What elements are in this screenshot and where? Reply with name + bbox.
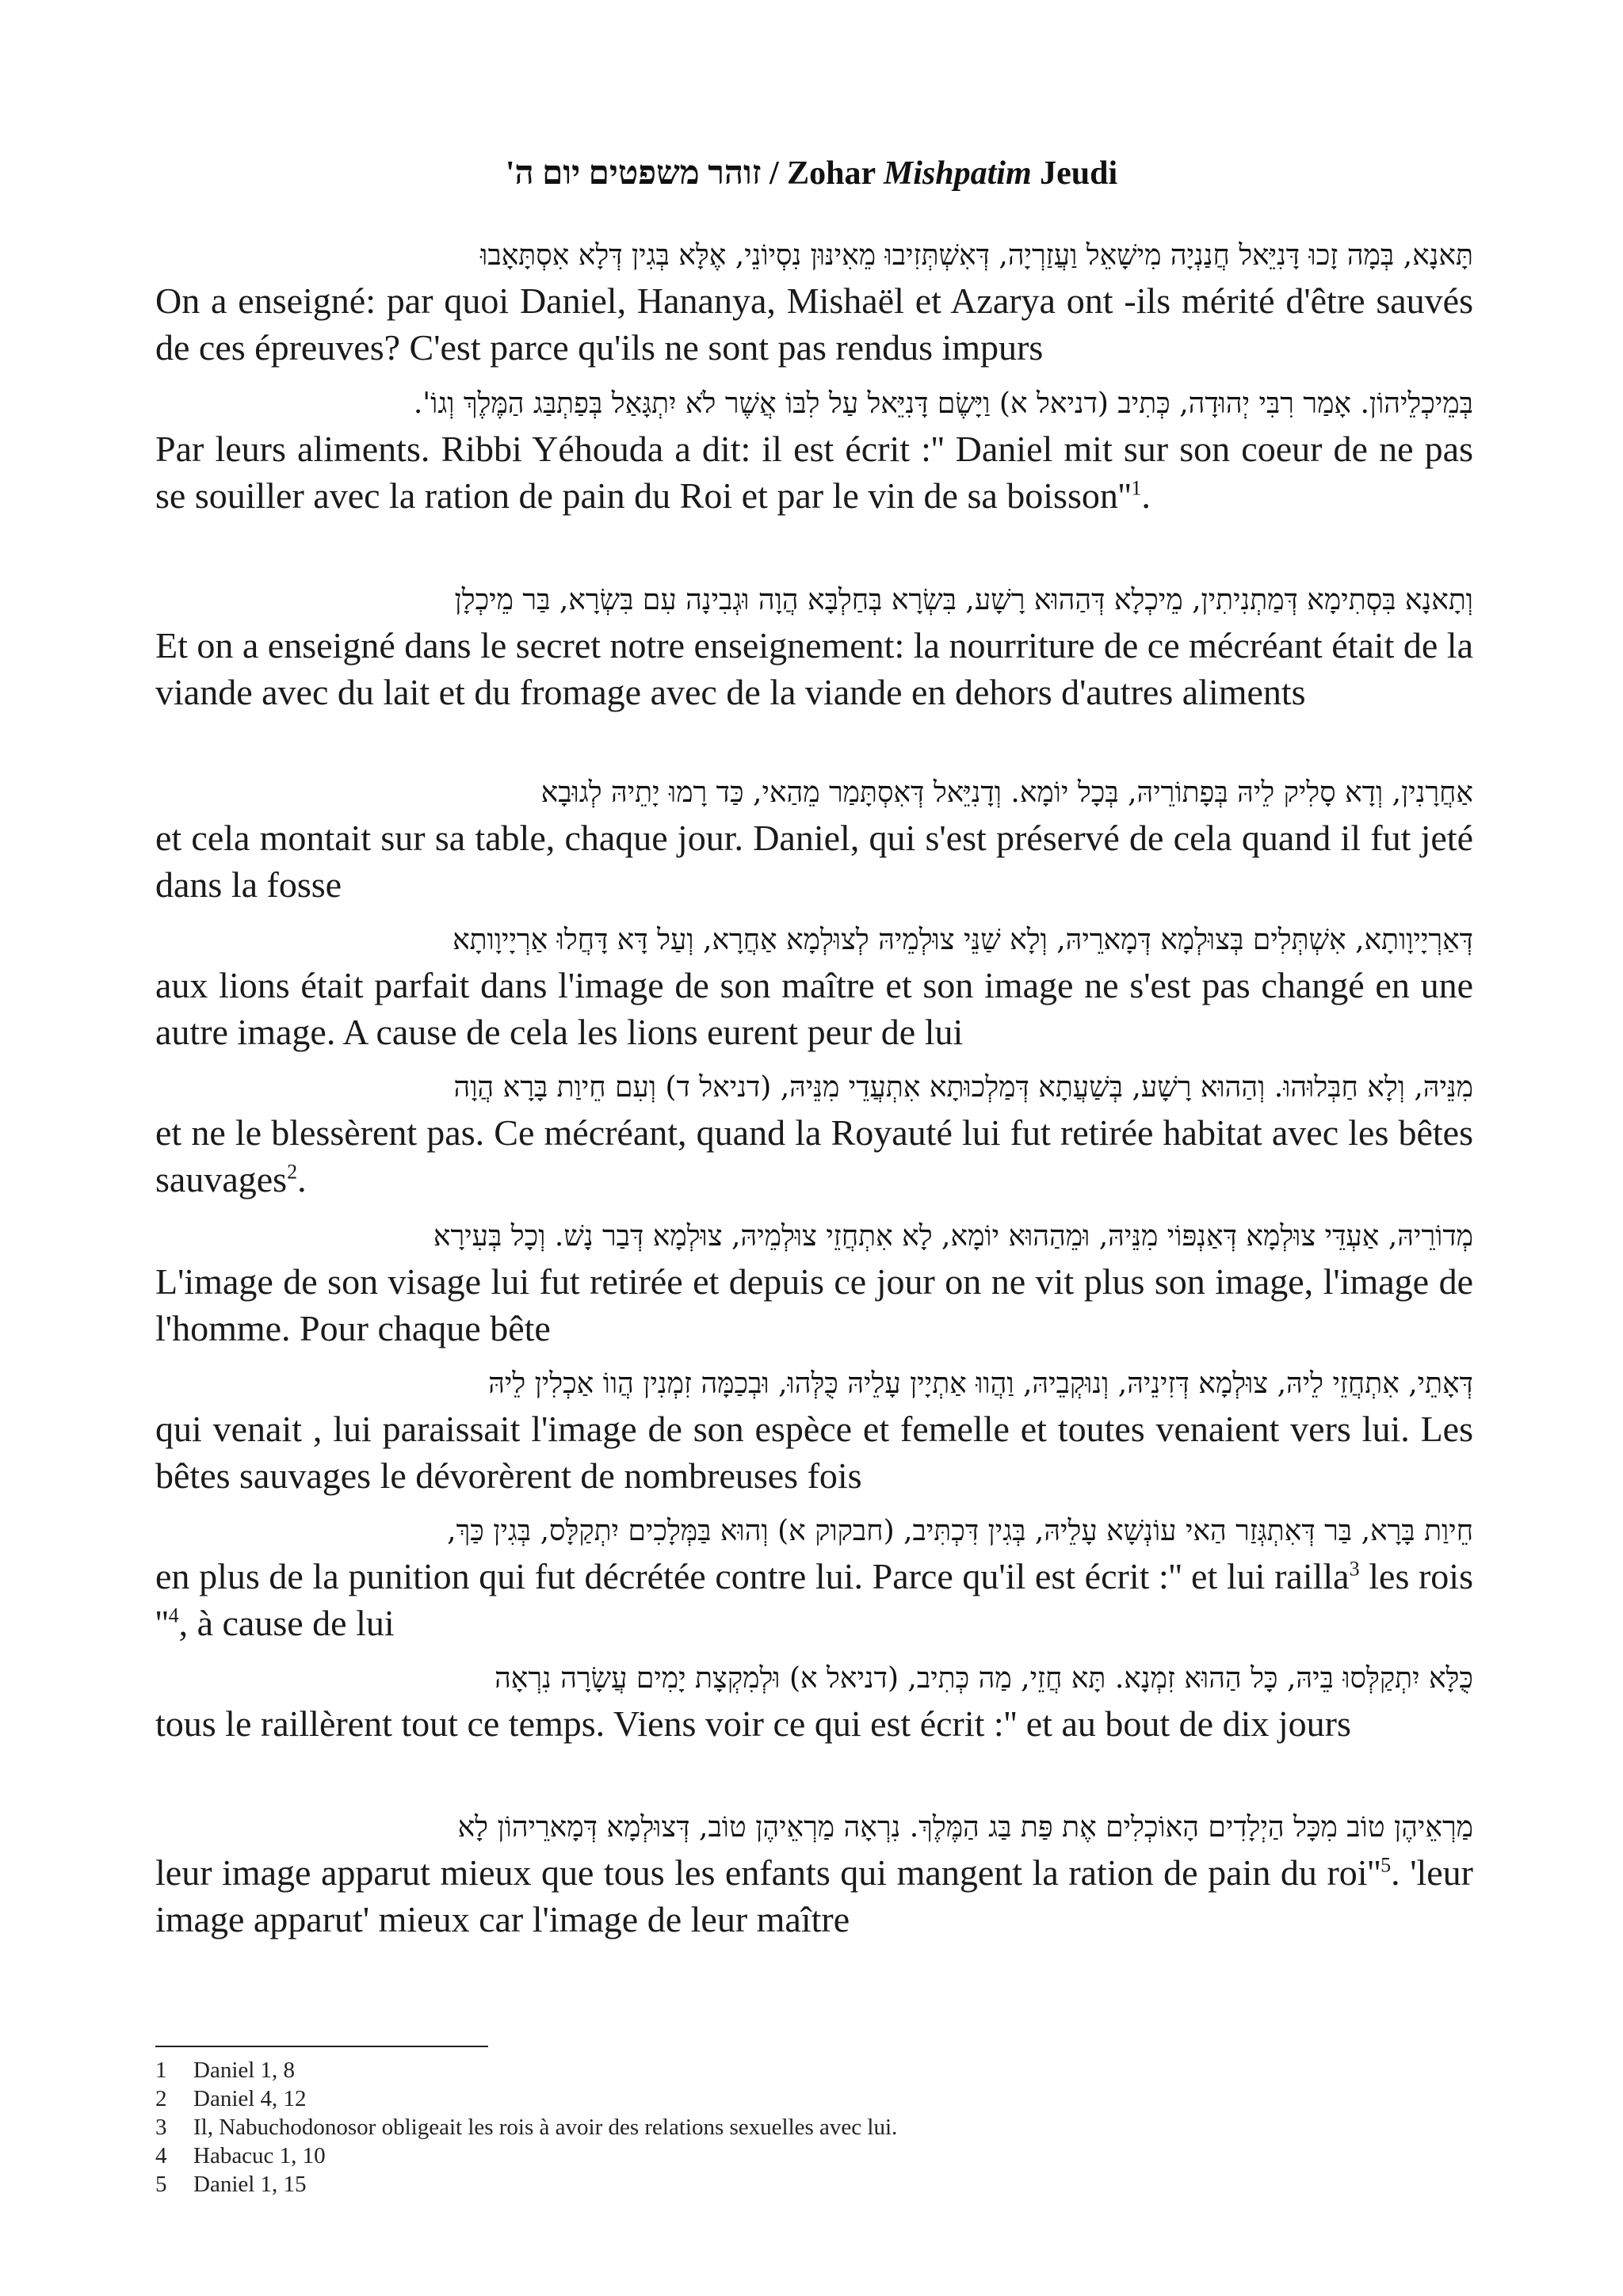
footnote-ref: 1	[1131, 476, 1142, 500]
hebrew-line: מְדוֹרֵיהּ, אַעְדֵּי צוּלְמָא דְּאַנְפּוֹי מִנֵּיהּ, וּמֵהַהוּא יוֹמָא, לָא אִתְחֲזֵי צוּלְמֵיהּ, צוּלְמָא דְּבַר נָשׁ. וְכָל בְּעִירָא	[433, 1220, 1473, 1253]
french-text: en plus de la punition qui fut décrétée contre lui. Parce qu'il est écrit :'' et lui railla	[155, 1556, 1350, 1596]
hebrew-line: בְּמֵיכְלֵיהוֹן. אָמַר רִבִּי יְהוּדָה, כְּתִיב (דניאל א) וַיָּשֶׂם דָּנִיֵּאל עַל לִבּוֹ אֲשֶׁר לֹא יִתְגָּאַל בְּפַתְבַּג הַמֶּלֶךְ וְגוֹ'.	[413, 387, 1473, 420]
paragraph-1	[155, 235, 1473, 371]
title-zohar: Zohar	[787, 155, 884, 192]
hebrew-line: חֵיוַת בָּרָא, בַּר דְּאִתְגְּזַר הַאי עוֹנְשָׁא עָלֵיהּ, בְּגִין דִּכְתִּיב, (חבקוק א) וְהוּא בַּמְּלָכִים יִתְקַלָּס, בְּגִין כַּךְ,	[447, 1515, 1473, 1547]
french-text-end: , à cause de lui	[178, 1603, 395, 1643]
footnote-number: 2	[155, 2086, 167, 2111]
footnote-ref: 3	[1349, 1557, 1360, 1581]
paragraph-10	[155, 1657, 1473, 1747]
footnote-number: 5	[155, 2172, 167, 2197]
paragraph-6	[155, 1066, 1473, 1203]
french-text-end: .	[297, 1159, 307, 1199]
footnote-5	[155, 2171, 1423, 2198]
french-text-end: .	[1141, 475, 1151, 516]
footnote-text: Il, Nabuchodonosor obligeait les rois à avoir des relations sexuelles avec lui.	[193, 2115, 898, 2140]
french-text: Par leurs aliments. Ribbi Yéhouda a dit: il est écrit :'' Daniel mit sur son coeur de ne pas se souiller avec la ration de pain du Roi et par le vin de sa boisson''	[155, 429, 1473, 516]
title-separator: /	[761, 155, 788, 192]
footnote-text: Daniel 1, 8	[193, 2058, 296, 2083]
title-jeudi: Jeudi	[1031, 155, 1118, 192]
footnote-2	[155, 2085, 1423, 2112]
french-translation: Et on a enseigné dans le secret notre enseignement: la nourriture de ce mécréant était de la viande avec du lait et du fromage avec de la viande en dehors d'autres aliments	[155, 625, 1473, 712]
footnote-number: 1	[155, 2058, 167, 2083]
french-translation	[155, 1849, 1473, 1943]
footnote-ref: 5	[1381, 1853, 1392, 1877]
french-text-end: . 'leur image apparut' mieux car l'image de leur maître	[155, 1852, 1473, 1939]
footnote-ref: 4	[168, 1604, 179, 1627]
title-mishpatim: Mishpatim	[883, 155, 1032, 192]
footnote-3	[155, 2114, 1423, 2141]
hebrew-line: מִנֵּיהּ, וְלָא חַבְּלוּהוּ. וְהַהוּא רָשָׁע, בְּשַׁעֲתָא דְּמַלְכוּתָא אִתְעֲדֵי מִנֵּיהּ, (דניאל ד) וְעִם חֵיוַת בָּרָא הֲוָה	[453, 1071, 1473, 1104]
french-translation	[155, 1109, 1473, 1203]
french-translation: et cela montait sur sa table, chaque jour. Daniel, qui s'est préservé de cela quand il fut jeté dans la fosse	[155, 818, 1473, 905]
paragraph-5	[155, 919, 1473, 1055]
french-translation: On a enseigné: par quoi Daniel, Hananya, Mishaël et Azarya ont -ils mérité d'être sauvés de ces épreuves? C'est parce qu'ils ne sont pas rendus impurs	[155, 280, 1473, 368]
paragraph-8	[155, 1363, 1473, 1499]
hebrew-line: דְּאָתֵי, אִתְחֲזֵי לֵיהּ, צוּלְמָא דְּזִינֵיהּ, וְנוּקְבֵיהּ, וַהֲווּ אַתְיָין עָלֵיהּ כֻּלְּהוּ, וּבְכַמָּה זִמְנִין הֲווֹ אַכְלִין לֵיהּ	[488, 1367, 1473, 1400]
french-text: leur image apparut mieux que tous les enfants qui mangent la ration de pain du roi''	[155, 1852, 1381, 1893]
french-text: et ne le blessèrent pas. Ce mécréant, quand la Royauté lui fut retirée habitat avec les bêtes sauvages	[155, 1112, 1473, 1199]
footnote-text: Daniel 1, 15	[193, 2172, 307, 2197]
footnote-ref: 2	[287, 1160, 298, 1184]
paragraph-4	[155, 772, 1473, 908]
hebrew-line: דְּאַרְיָיוָותָא, אִשְׁתְּלִים בְּצוּלְמָא דְּמָארֵיהּ, וְלָא שַׁנֵּי צוּלְמֵיהּ לְצוּלְמָא אַחֲרָא, וְעַל דָּא דָּחֲלוּ אַרְיָיוָותָא	[453, 924, 1473, 956]
paragraph-7	[155, 1215, 1473, 1352]
title-hebrew: זוהר משפטים יום ה'	[505, 155, 762, 192]
paragraph-11	[155, 1806, 1473, 1943]
footnote-divider	[155, 2046, 488, 2047]
hebrew-line: תָּאנָא, בְּמָה זָכוּ דָּנִיֵּאל חֲנַנְיָה מִישָׁאֵל וַעֲזַרְיָה, דְּאִשְׁתְּזִיבוּ מֵאִינּוּן נִסְיוֹנֵי, אֶלָּא בְּגִין דְּלָא אִסְתָּאָבוּ	[480, 239, 1473, 272]
page-title	[0, 154, 1623, 193]
footnote-text: Habacuc 1, 10	[193, 2143, 326, 2168]
hebrew-line: אַחֲרָנִין, וְדָא סָלִיק לֵיהּ בְּפָתוֹרֵיהּ, בְּכָל יוֹמָא. וְדָנִיֵּאל דְּאִסְתָּמַר מֵהַאי, כַּד רָמוּ יָתֵיהּ לְגוּבָא	[540, 776, 1473, 809]
footnote-number: 4	[155, 2143, 167, 2168]
french-translation: aux lions était parfait dans l'image de son maître et son image ne s'est pas changé en une autre image. A cause de cela les lions eurent peur de lui	[155, 965, 1473, 1052]
footnote-number: 3	[155, 2115, 167, 2140]
hebrew-line: מַרְאֵיהֶן טוֹב מִכָּל הַיְלָדִים הָאוֹכְלִים אֶת פַּת בַּג הַמֶּלֶךְ. נִרְאָה מַרְאֵיהֶן טוֹב, דְּצוּלְמָא דְּמָארֵיהוֹן לָא	[457, 1811, 1473, 1844]
french-translation	[155, 425, 1473, 519]
paragraph-2	[155, 383, 1473, 519]
french-translation: qui venait , lui paraissait l'image de son espèce et femelle et toutes venaient vers lui. Les bêtes sauvages le dévorèrent de nombreuses fois	[155, 1409, 1473, 1496]
french-translation	[155, 1553, 1473, 1646]
french-text-mid: les rois ''	[155, 1556, 1473, 1643]
hebrew-line: כֻּלָּא יִתְקַלְּסוּ בֵּיהּ, כָּל הַהוּא זִמְנָא. תָּא חֲזֵי, מַה כְּתִיב, (דניאל א) וּלְמִקְצָת יָמִים עֲשָׂרָה נִרְאָה	[495, 1662, 1473, 1695]
footnote-text: Daniel 4, 12	[193, 2086, 307, 2111]
paragraph-3	[155, 579, 1473, 715]
footnote-1	[155, 2057, 1423, 2084]
french-translation: L'image de son visage lui fut retirée et depuis ce jour on ne vit plus son image, l'image de l'homme. Pour chaque bête	[155, 1261, 1473, 1348]
footnote-4	[155, 2142, 1423, 2169]
hebrew-line: וְתָאנָא בִּסְתִימָא דְּמַתְנִיתִין, מֵיכְלָא דְּהַהוּא רָשָׁע, בִּשְׂרָא בְּחַלְבָּא הֲוָה וּגְבִינָה עִם בִּשְׂרָא, בַּר מֵיכְלָן	[454, 584, 1473, 616]
paragraph-9	[155, 1510, 1473, 1646]
french-translation: tous le raillèrent tout ce temps. Viens voir ce qui est écrit :'' et au bout de dix jours	[155, 1703, 1351, 1744]
